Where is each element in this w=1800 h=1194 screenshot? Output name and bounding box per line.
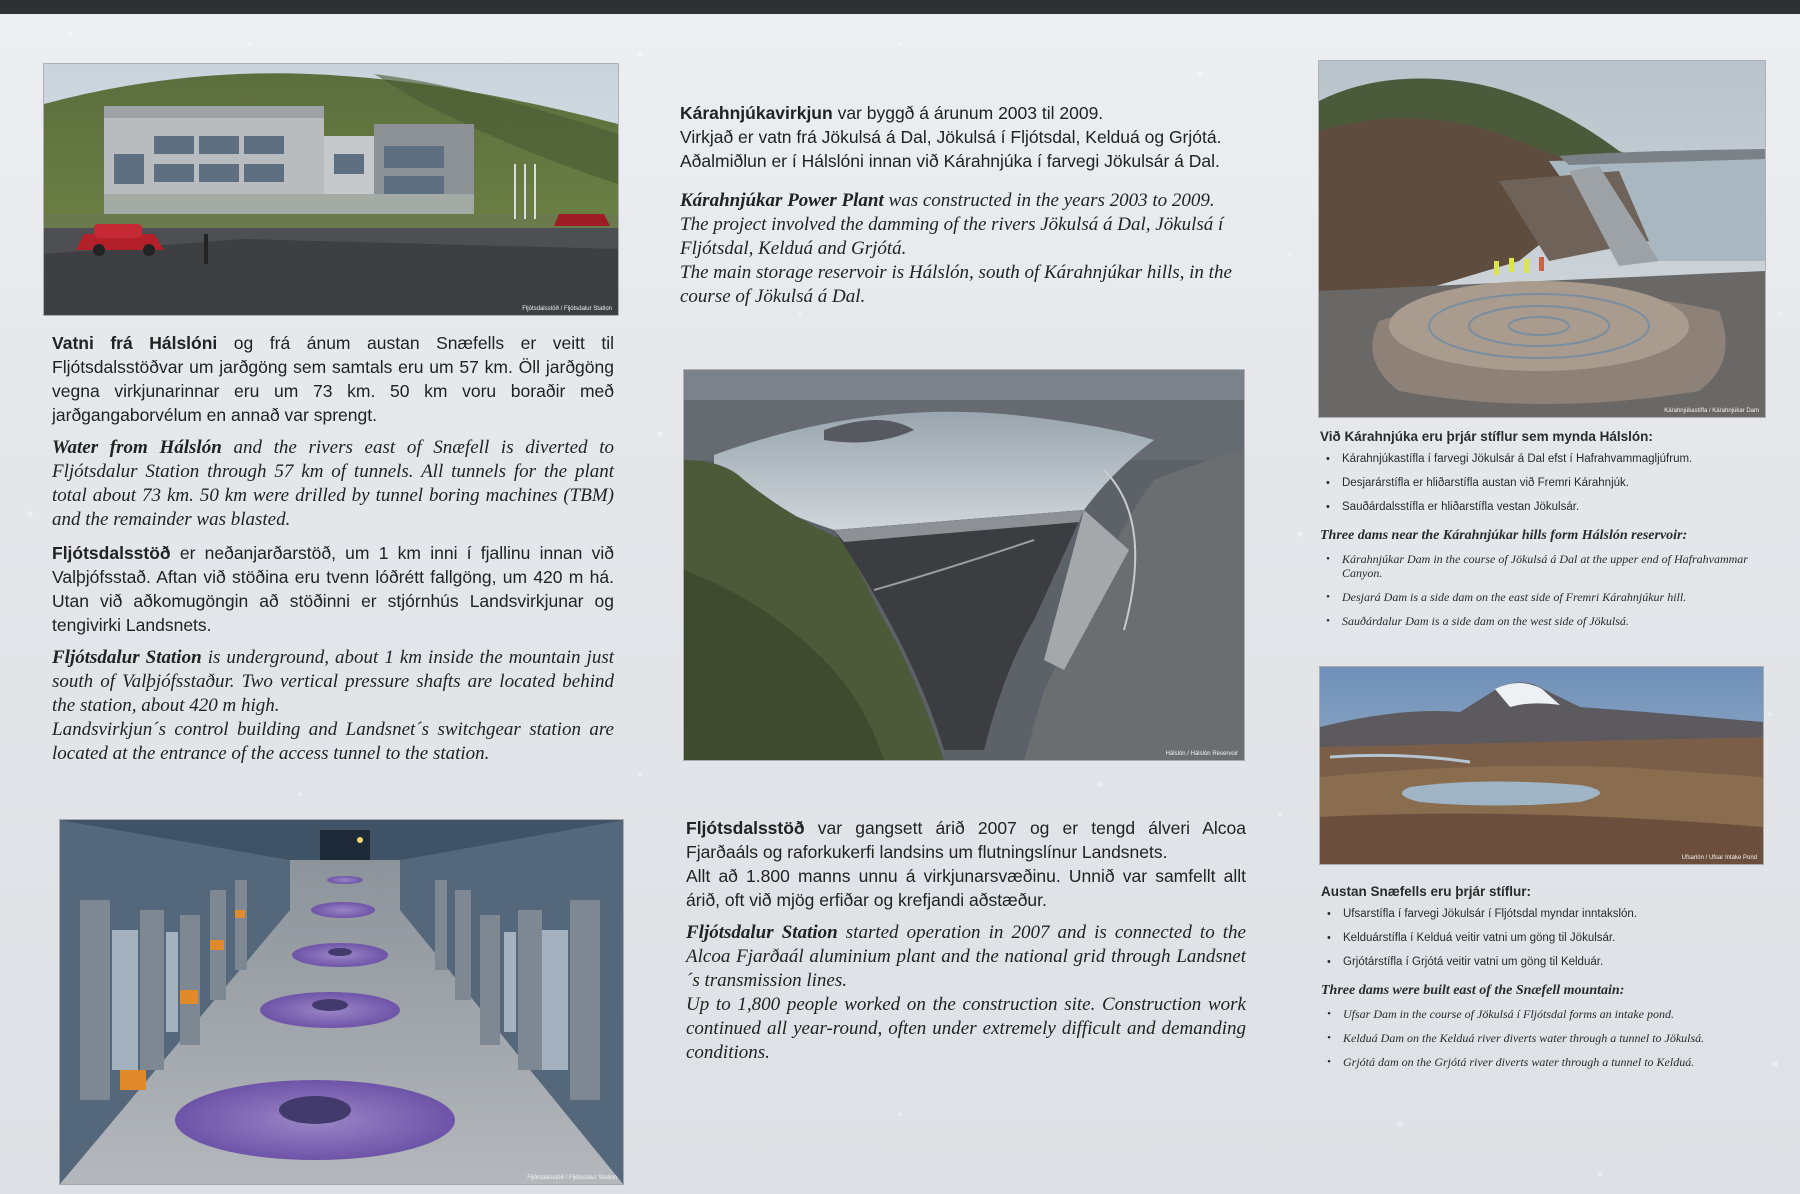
middle-bottom-heading: Fljótsdalsstöð <box>686 818 805 838</box>
list-item: • Desjará Dam is a side dam on the east side of Fremri Kárahnjúkur hill. <box>1342 590 1760 604</box>
middle-bottom-line2: Allt að 1.800 manns unnu á virkjunarsvæðinu. Unnið var samfellt allt árið, oft við mjög erfiðar og krefjandi aðstæður. <box>686 866 1246 910</box>
middle-bottom-en-line2: Up to 1,800 people worked on the construction site. Construction work continued all year-round, often under extremely difficult and demanding conditions. <box>686 994 1246 1063</box>
middle-intro-line3: Aðalmiðlun er í Hálslóni innan við Kárahnjúka í farvegi Jökulsár á Dal. <box>680 151 1220 171</box>
info-board <box>0 14 1800 1194</box>
right-list-1 <box>1320 452 1760 514</box>
list-item: • Grjótá dam on the Grjótá river diverts water through a tunnel to Kelduá. <box>1343 1055 1761 1069</box>
left-para-1 <box>52 331 614 427</box>
left-para-3 <box>52 541 614 637</box>
left-para-4 <box>52 646 614 766</box>
right-dams-list-1 <box>1320 429 1760 642</box>
middle-en-heading: Kárahnjúkar Power Plant <box>680 190 884 211</box>
middle-intro-heading: Kárahnjúkavirkjun <box>680 103 833 123</box>
left-text-column <box>52 331 614 766</box>
left-para-4-body: is underground, about 1 km inside the mountain just south of Valþjófsstaður. Two vertical pressure shafts are located behind the station, about 420 m high. <box>52 647 614 716</box>
left-para-1-body: og frá ánum austan Snæfells er veitt til Fljótsdalsstöðvar um jarðgöng sem samtals eru um 57 km. Öll jarðgöng vegna virkjunarinnar eru um 73 km. 50 km voru boraðir með jarðgangaborvélum en annað var sprengt. <box>52 333 615 425</box>
intake-pond-photo <box>1320 667 1763 864</box>
middle-bottom-en-heading: Fljótsdalur Station <box>686 922 838 943</box>
reservoir-photo-caption: Hálslón / Hálslón Reservoir <box>1165 751 1238 757</box>
list-item: • Ufsar Dam in the course of Jökulsá í Fljótsdal forms an intake pond. <box>1343 1007 1761 1021</box>
left-para-4-line2: Landsvirkjun´s control building and Landsnet´s switchgear station are located at the entrance of the access tunnel to the station. <box>52 719 614 764</box>
dam-photo-caption: Kárahnjúkastífla / Kárahnjúkar Dam <box>1664 408 1759 414</box>
left-para-4-heading: Fljótsdalur Station <box>52 647 202 668</box>
right-dams-list-2 <box>1321 884 1761 1083</box>
list-item: • Desjarárstífla er hliðarstífla austan við Fremri Kárahnjúk. <box>1342 476 1760 490</box>
reservoir-photo <box>684 370 1244 760</box>
middle-intro-line2: Virkjað er vatn frá Jökulsá á Dal, Jökulsá í Fljótsdal, Kelduá og Grjótá. <box>680 127 1222 147</box>
list-item: • Kárahnjúkastífla í farvegi Jökulsár á Dal efst í Hafrahvammagljúfrum. <box>1342 452 1760 466</box>
right-list-2 <box>1320 552 1760 628</box>
list-item: • Kelduá Dam on the Kelduá river diverts water through a tunnel to Jökulsá. <box>1343 1031 1761 1045</box>
station-building-photo <box>44 64 618 315</box>
pond-photo-caption: Ufsarlón / Ufsar Intake Pond <box>1681 855 1757 861</box>
left-para-2-heading: Water from Hálslón <box>52 437 222 458</box>
middle-bottom-text <box>686 816 1246 1074</box>
list-item: • Sauðárdalur Dam is a side dam on the west side of Jökulsá. <box>1342 614 1760 628</box>
station-photo-caption: Fljótsdalsstöð / Fljótsdalur Station <box>522 306 612 312</box>
left-para-2-body: and the rivers east of Snæfell is diverted to Fljótsdalur Station through 57 km of tunnels. All tunnels for the plant total about 73 km. 50 km were drilled by tunnel boring machines (TBM) and the remainder was blasted. <box>52 437 614 530</box>
turbine-hall-photo <box>60 820 623 1184</box>
dam-photo <box>1319 61 1765 417</box>
right-heading-3: Austan Snæfells eru þrjár stíflur: <box>1321 884 1532 899</box>
board-top-frame <box>0 0 1800 14</box>
list-item: • Sauðárdalsstífla er hliðarstífla vestan Jökulsár. <box>1342 500 1760 514</box>
middle-bottom-is <box>686 816 1246 912</box>
right-heading-1: Við Kárahnjúka eru þrjár stíflur sem mynda Hálslón: <box>1320 429 1653 444</box>
right-heading-4: Three dams were built east of the Snæfell mountain: <box>1321 983 1625 998</box>
left-para-2 <box>52 436 614 532</box>
hall-photo-caption: Fljótsdalsstöð / Fljótsdalur Station <box>527 1175 617 1181</box>
middle-bottom-body: var gangsett árið 2007 og er tengd álveri Alcoa Fjarðaáls og raforkukerfi landsins um flutningslínur Landsnets. <box>686 818 1246 862</box>
middle-en-line3: The main storage reservoir is Hálslón, south of Kárahnjúkar hills, in the course of Jökulsá á Dal. <box>680 262 1232 307</box>
right-heading-2: Three dams near the Kárahnjúkar hills form Hálslón reservoir: <box>1320 528 1688 543</box>
right-list-4 <box>1321 1007 1761 1069</box>
middle-en-body: was constructed in the years 2003 to 2009. <box>883 190 1215 211</box>
list-item: • Grjótárstífla í Grjótá veitir vatni um göng til Kelduár. <box>1343 955 1761 969</box>
middle-intro-is <box>680 101 1280 173</box>
left-para-3-body: er neðanjarðarstöð, um 1 km inni í fjallinu innan við Valþjófsstað. Aftan við stöðina eru tvenn lóðrétt fallgöng, um 420 m há. Utan við aðkomugöngin að stöðinni er stjórnhús Landsvirkjunar og tengivirki Landsnets. <box>52 543 614 635</box>
middle-intro-body: var byggð á árunum 2003 til 2009. <box>832 103 1104 123</box>
left-para-1-heading: Vatni frá Hálslóni <box>52 333 218 353</box>
right-list-3 <box>1321 907 1761 969</box>
middle-bottom-en <box>686 921 1246 1065</box>
middle-top-text <box>680 101 1280 318</box>
middle-bottom-en-body: started operation in 2007 and is connected to the Alcoa Fjarðaál aluminium plant and the national grid through Landsnet´s transmission lines. <box>686 922 1246 991</box>
left-para-3-heading: Fljótsdalsstöð <box>52 543 171 563</box>
list-item: • Kelduárstífla í Kelduá veitir vatni um göng til Jökulsár. <box>1343 931 1761 945</box>
middle-intro-en <box>680 189 1280 309</box>
middle-en-line2: The project involved the damming of the rivers Jökulsá á Dal, Jökulsá í Fljótsdal, Kelduá and Grjótá. <box>680 214 1224 259</box>
list-item: • Kárahnjúkar Dam in the course of Jökulsá á Dal at the upper end of Hafrahvammar Canyon. <box>1342 552 1760 580</box>
list-item: • Ufsarstífla í farvegi Jökulsár í Fljótsdal myndar inntakslón. <box>1343 907 1761 921</box>
